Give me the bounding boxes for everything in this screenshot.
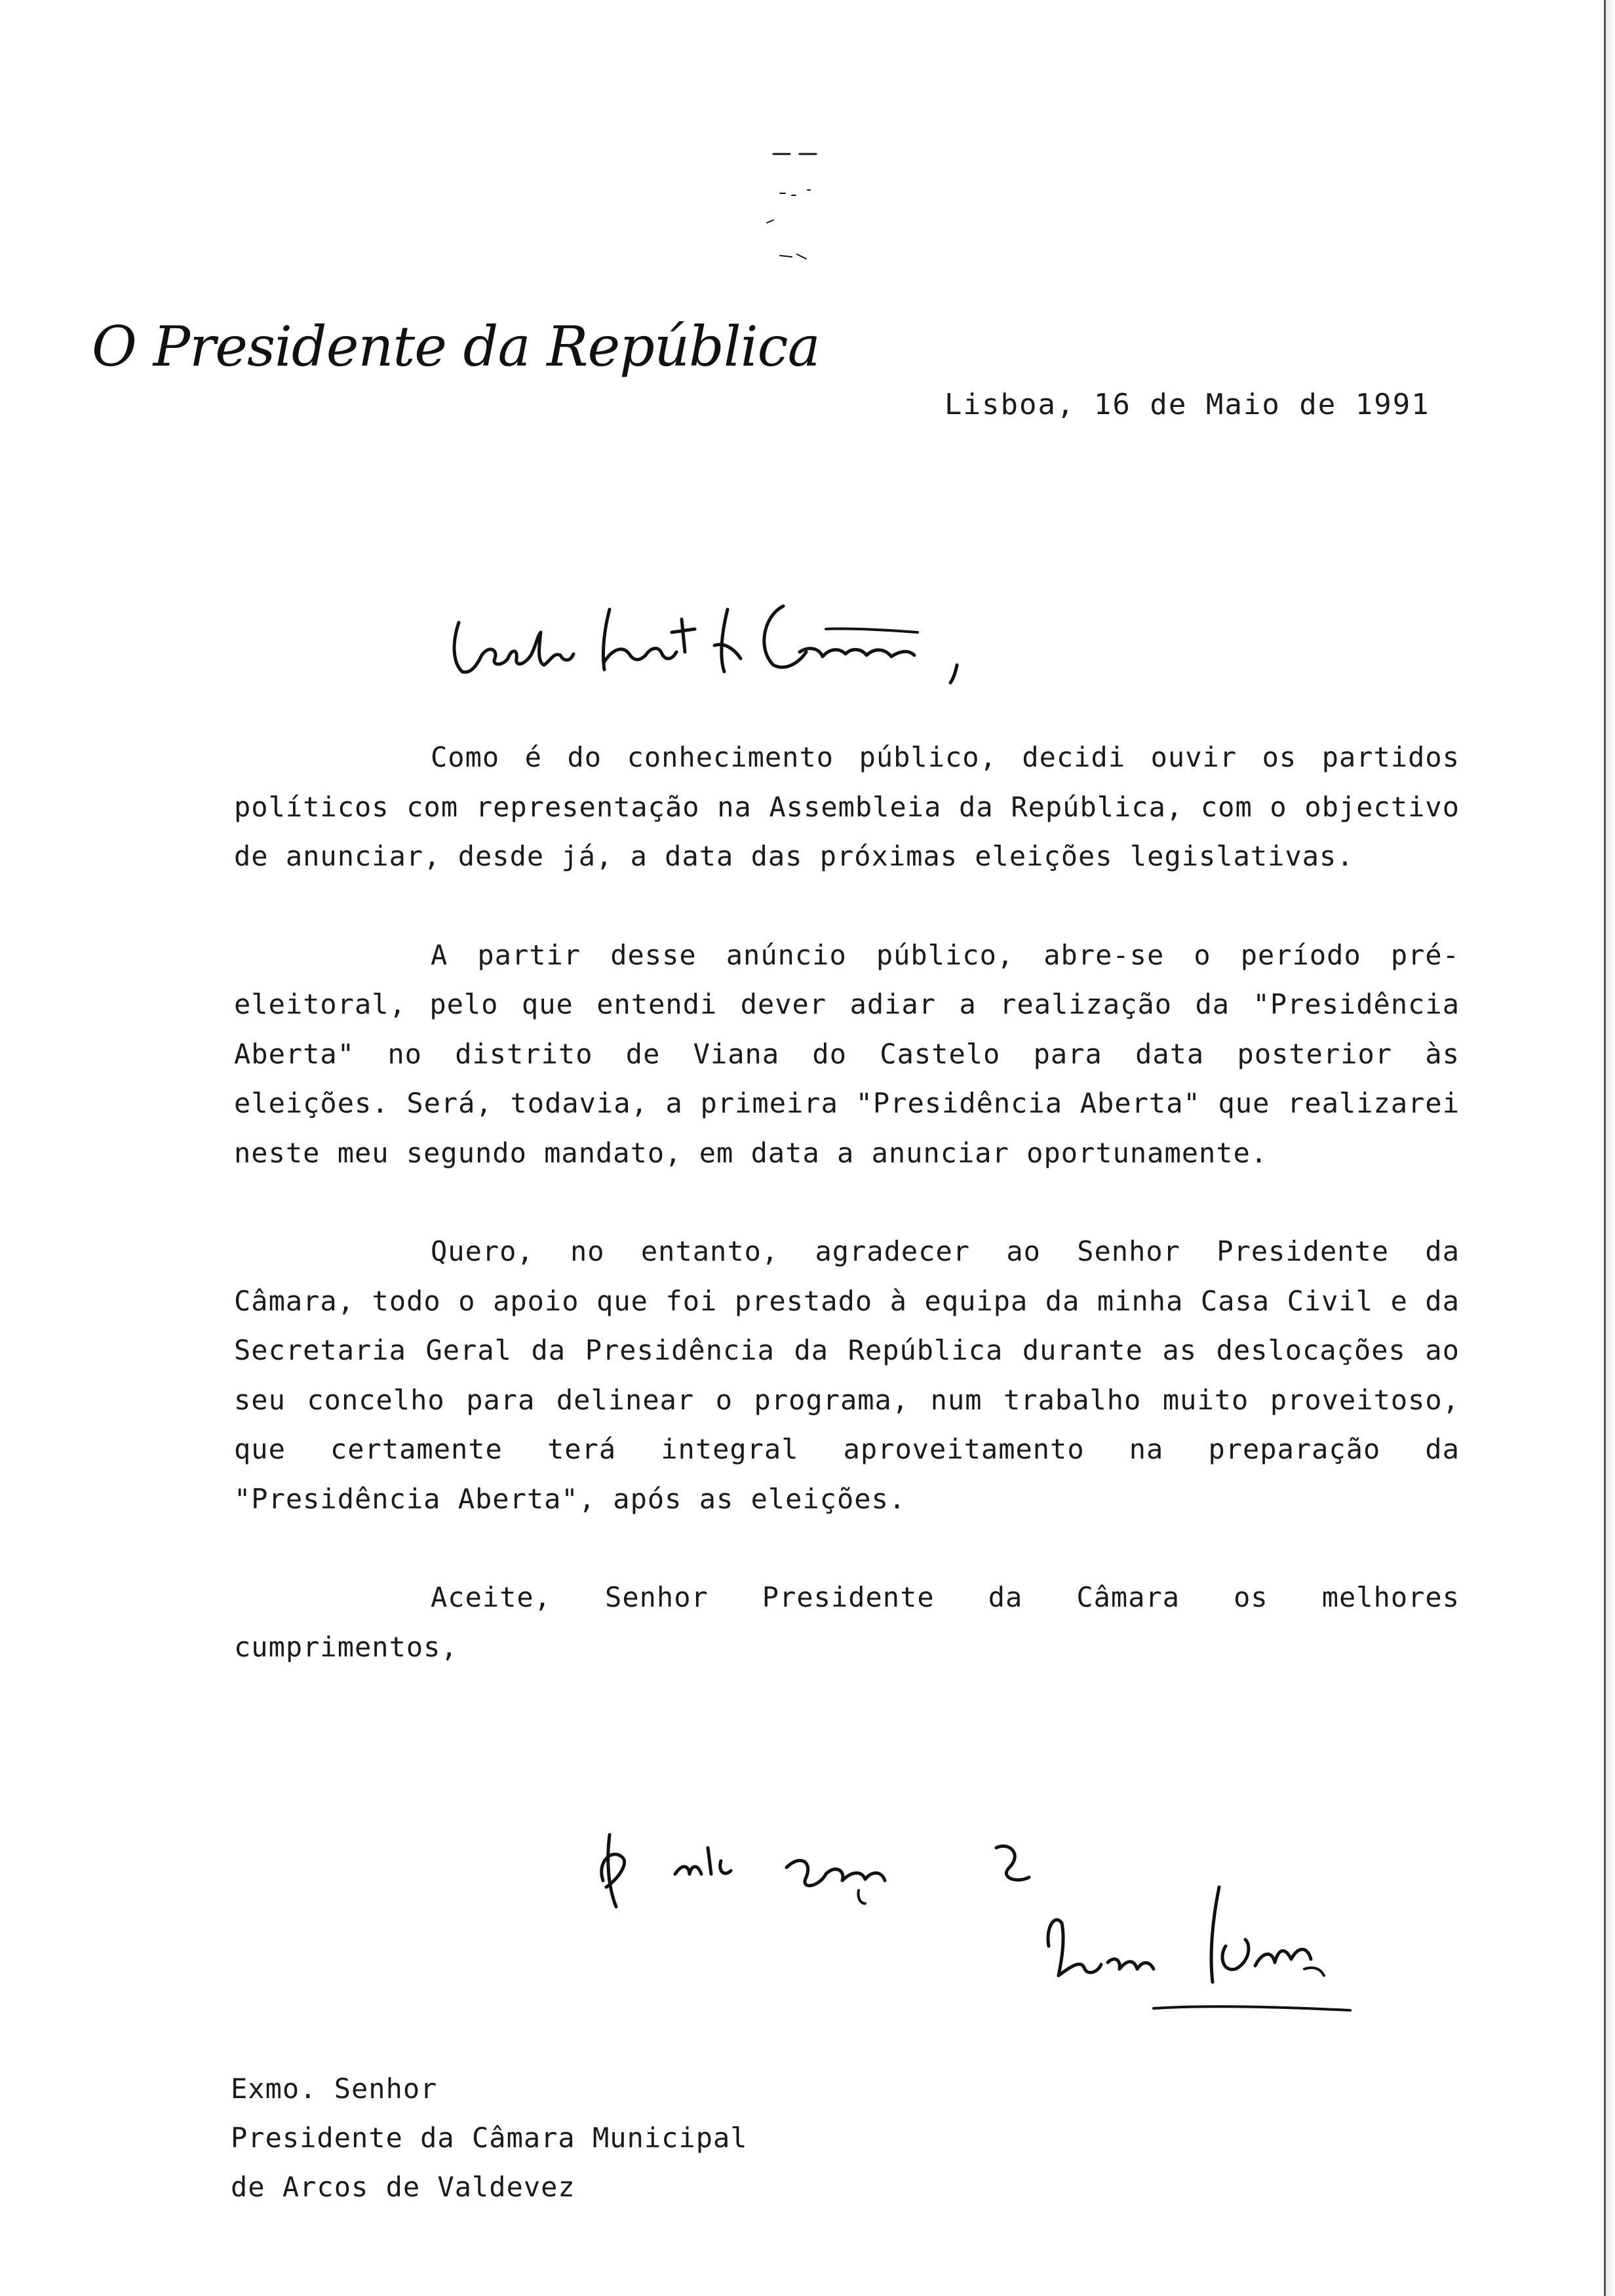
handwritten-closing — [577, 1808, 1075, 1920]
scan-marks — [754, 144, 832, 275]
addressee-line: Exmo. Senhor — [231, 2073, 438, 2105]
letterhead-title: O Presidente da República — [92, 315, 820, 379]
body-paragraph: Como é do conhecimento público, decidi ouvir os partidos políticos com representação na Assembleia da República, com o objectivo de anunciar, desde já, a data das próximas eleições legislativas. — [234, 741, 1460, 872]
handwritten-salutation — [433, 583, 1075, 701]
signature — [1022, 1867, 1363, 2025]
closing-paragraph: Aceite, Senhor Presidente da Câmara os melhores cumprimentos, — [234, 1581, 1460, 1663]
letter-body — [234, 733, 1460, 1672]
dateline: Lisboa, 16 de Maio de 1991 — [944, 388, 1430, 421]
letterhead — [92, 308, 820, 406]
addressee-line: de Arcos de Valdevez — [231, 2171, 575, 2203]
page-edge — [1604, 0, 1615, 2296]
addressee-line: Presidente da Câmara Municipal — [231, 2122, 748, 2154]
body-paragraph: A partir desse anúncio público, abre-se o período pré-eleitoral, pelo que entendi dever adiar a realização da "Presidência Aberta" no distrito de Viana do Castelo para data posterior às eleições. Será, todavia, a primeira "Presidência Aberta" que realizarei neste meu segundo mandato, em data a anunciar oportunamente. — [234, 938, 1460, 1169]
addressee-block — [231, 2064, 748, 2211]
body-paragraph: Quero, no entanto, agradecer ao Senhor Presidente da Câmara, todo o apoio que foi prestado à equipa da minha Casa Civil e da Secretaria Geral da Presidência da República durante as deslocações ao seu concelho para delinear o programa, num trabalho muito proveitoso, que certamente terá integral aproveitamento na preparação da "Presidência Aberta", após as eleições. — [234, 1235, 1460, 1515]
